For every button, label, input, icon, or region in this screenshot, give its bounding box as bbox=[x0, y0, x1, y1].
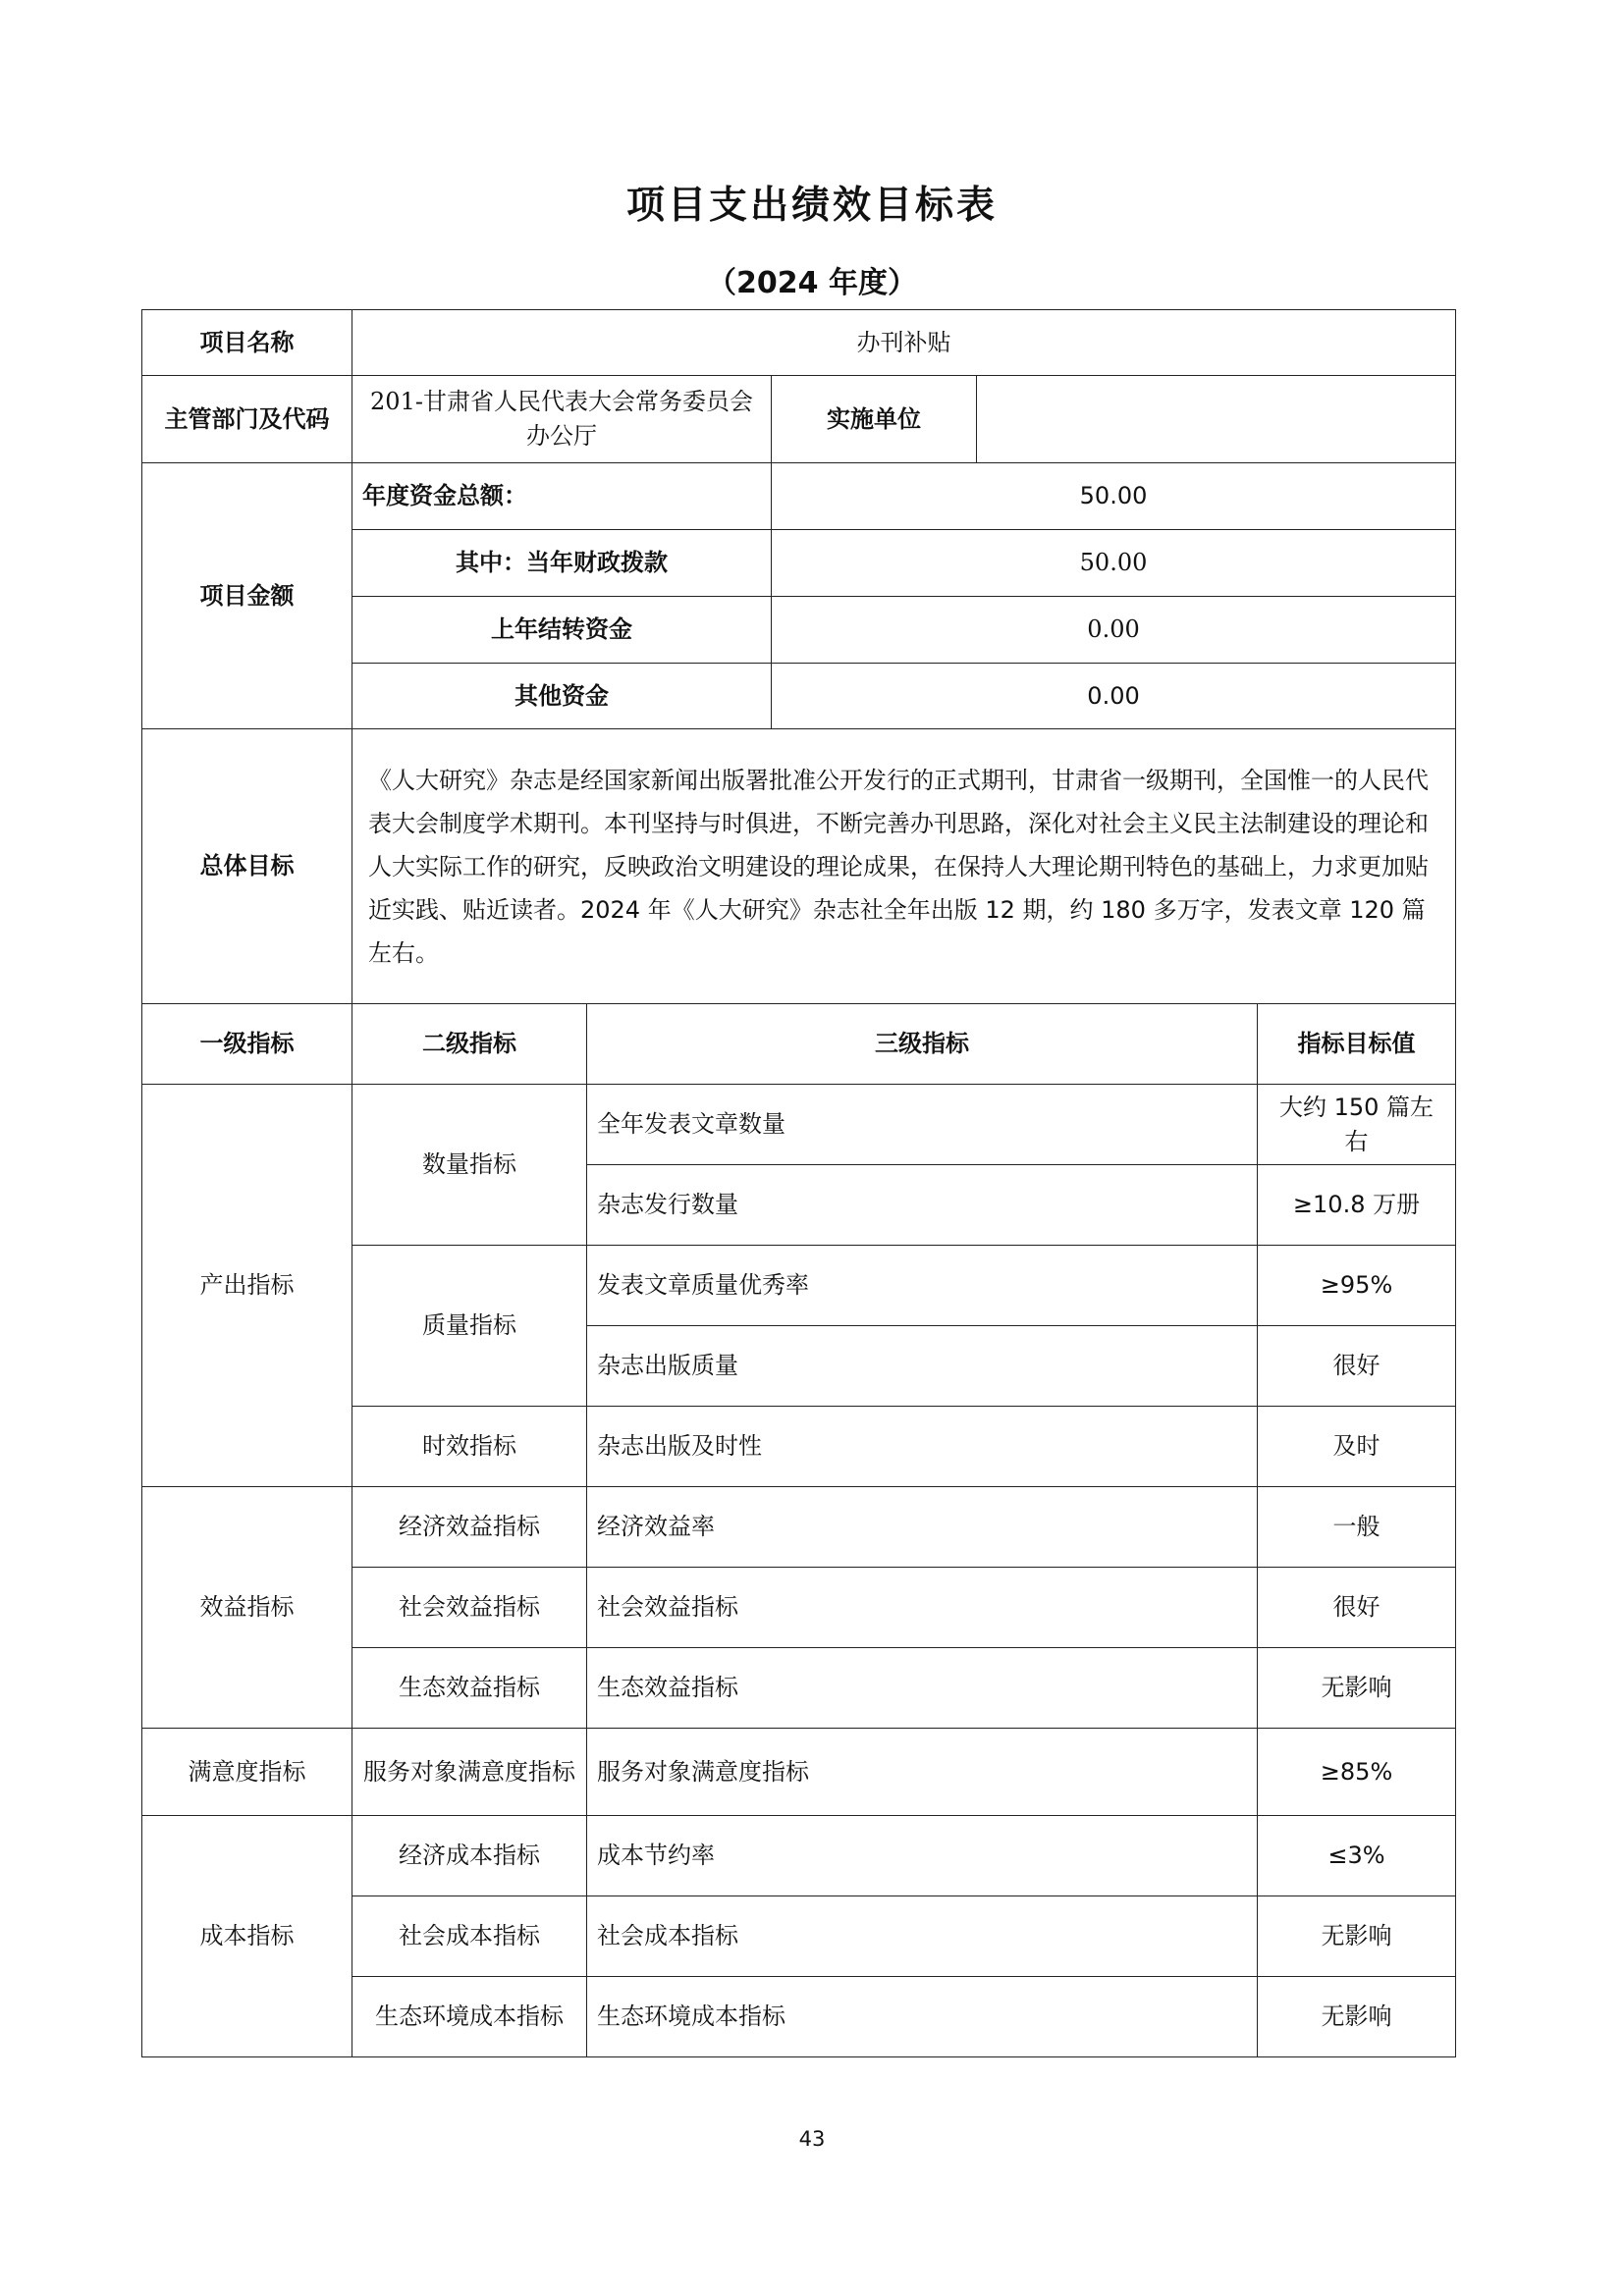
level3-name: 社会效益指标 bbox=[587, 1568, 1258, 1648]
level2-economic-cost: 经济成本指标 bbox=[352, 1816, 587, 1896]
table-row bbox=[142, 1729, 1456, 1816]
header-level3: 三级指标 bbox=[587, 1004, 1258, 1085]
other-label: 其他资金 bbox=[352, 664, 772, 729]
indicator-header-row bbox=[142, 1004, 1456, 1085]
header-level1: 一级指标 bbox=[142, 1004, 352, 1085]
level3-name: 社会成本指标 bbox=[587, 1896, 1258, 1977]
level2-quality: 质量指标 bbox=[352, 1246, 587, 1407]
carryover-value: 0.00 bbox=[772, 597, 1456, 664]
target-value: 无影响 bbox=[1258, 1896, 1456, 1977]
level2-economic-benefit: 经济效益指标 bbox=[352, 1487, 587, 1568]
project-name-label: 项目名称 bbox=[142, 310, 352, 376]
header-target-value: 指标目标值 bbox=[1258, 1004, 1456, 1085]
level3-name: 生态环境成本指标 bbox=[587, 1977, 1258, 2057]
overall-goal-text: 《人大研究》杂志是经国家新闻出版署批准公开发行的正式期刊，甘肃省一级期刊，全国惟一的人民代表大会制度学术期刊。本刊坚持与时俱进，不断完善办刊思路，深化对社会主义民主法制建设的理论和人大实际工作的研究，反映政治文明建设的理论成果，在保持人大理论期刊特色的基础上，力求更加贴近实践、贴近读者。2024 年《人大研究》杂志社全年出版 12 期，约 180 多万字，发表文章 120 篇左右。 bbox=[352, 729, 1456, 1004]
page-number: 43 bbox=[798, 2127, 826, 2151]
target-value: 一般 bbox=[1258, 1487, 1456, 1568]
overall-goal-label: 总体目标 bbox=[142, 729, 352, 1004]
level1-satisfaction: 满意度指标 bbox=[142, 1729, 352, 1816]
target-value: 很好 bbox=[1258, 1326, 1456, 1407]
implementer-label: 实施单位 bbox=[772, 376, 977, 463]
project-name-row bbox=[142, 310, 1456, 376]
level2-social-cost: 社会成本指标 bbox=[352, 1896, 587, 1977]
table-row bbox=[142, 1487, 1456, 1568]
level2-timeliness: 时效指标 bbox=[352, 1407, 587, 1487]
performance-target-table bbox=[141, 309, 1456, 2057]
level3-name: 生态效益指标 bbox=[587, 1648, 1258, 1729]
fiscal-value: 50.00 bbox=[772, 530, 1456, 597]
target-value: 大约 150 篇左右 bbox=[1258, 1085, 1456, 1165]
amount-row-total bbox=[142, 463, 1456, 530]
department-label: 主管部门及代码 bbox=[142, 376, 352, 463]
target-value: 很好 bbox=[1258, 1568, 1456, 1648]
target-value: ≥85% bbox=[1258, 1729, 1456, 1816]
level2-eco-env-cost: 生态环境成本指标 bbox=[352, 1977, 587, 2057]
level2-quantity: 数量指标 bbox=[352, 1085, 587, 1246]
implementer-value bbox=[977, 376, 1456, 463]
table-row bbox=[142, 1085, 1456, 1165]
target-value: ≤3% bbox=[1258, 1816, 1456, 1896]
annual-total-value: 50.00 bbox=[772, 463, 1456, 530]
level3-name: 全年发表文章数量 bbox=[587, 1085, 1258, 1165]
annual-total-label: 年度资金总额： bbox=[352, 463, 772, 530]
department-row bbox=[142, 376, 1456, 463]
level3-name: 成本节约率 bbox=[587, 1816, 1258, 1896]
level3-name: 杂志出版质量 bbox=[587, 1326, 1258, 1407]
level3-name: 经济效益率 bbox=[587, 1487, 1258, 1568]
overall-goal-row bbox=[142, 729, 1456, 1004]
page-title: 项目支出绩效目标表 bbox=[625, 184, 998, 228]
department-value: 201-甘肃省人民代表大会常务委员会办公厅 bbox=[352, 376, 772, 463]
level3-name: 杂志出版及时性 bbox=[587, 1407, 1258, 1487]
level1-benefit: 效益指标 bbox=[142, 1487, 352, 1729]
carryover-label: 上年结转资金 bbox=[352, 597, 772, 664]
table-row bbox=[142, 1816, 1456, 1896]
target-value: ≥10.8 万册 bbox=[1258, 1165, 1456, 1246]
other-value: 0.00 bbox=[772, 664, 1456, 729]
amount-label: 项目金额 bbox=[142, 463, 352, 729]
fiscal-label: 其中：当年财政拨款 bbox=[352, 530, 772, 597]
level2-social-benefit: 社会效益指标 bbox=[352, 1568, 587, 1648]
target-value: 及时 bbox=[1258, 1407, 1456, 1487]
target-value: 无影响 bbox=[1258, 1977, 1456, 2057]
header-level2: 二级指标 bbox=[352, 1004, 587, 1085]
target-value: 无影响 bbox=[1258, 1648, 1456, 1729]
project-name-value: 办刊补贴 bbox=[352, 310, 1456, 376]
level1-output: 产出指标 bbox=[142, 1085, 352, 1487]
level2-ecological-benefit: 生态效益指标 bbox=[352, 1648, 587, 1729]
level2-service-satisfaction: 服务对象满意度指标 bbox=[352, 1729, 587, 1816]
level3-name: 发表文章质量优秀率 bbox=[587, 1246, 1258, 1326]
level1-cost: 成本指标 bbox=[142, 1816, 352, 2057]
level3-name: 服务对象满意度指标 bbox=[587, 1729, 1258, 1816]
level3-name: 杂志发行数量 bbox=[587, 1165, 1258, 1246]
target-value: ≥95% bbox=[1258, 1246, 1456, 1326]
year-subtitle: （2024 年度） bbox=[707, 266, 917, 300]
